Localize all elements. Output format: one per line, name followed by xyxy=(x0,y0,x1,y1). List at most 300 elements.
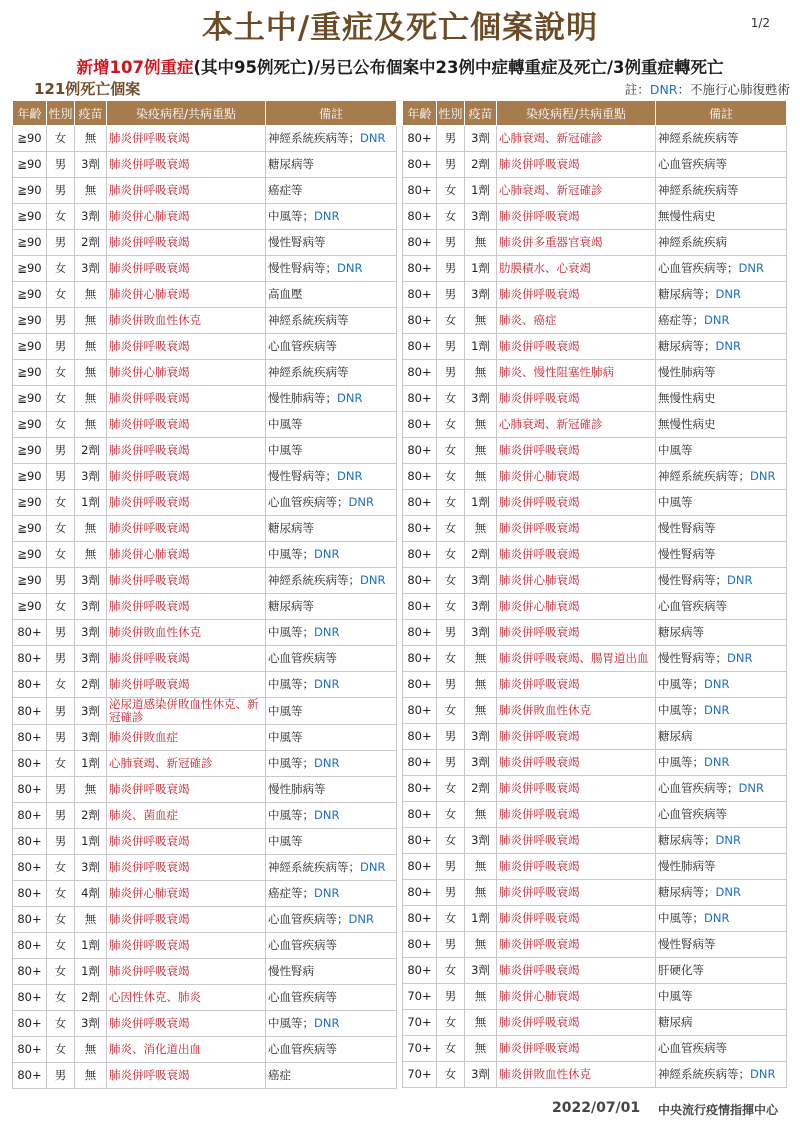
cell-sex: 男 xyxy=(47,803,75,829)
table-row xyxy=(403,672,787,698)
cell-vaccine: 2劑 xyxy=(75,672,107,698)
cell-age: 80+ xyxy=(13,725,47,751)
cell-age: ≧90 xyxy=(13,308,47,334)
cell-sex: 男 xyxy=(437,620,465,646)
cell-remark: 中風等；DNR xyxy=(656,698,787,724)
cases-table-right xyxy=(402,100,787,1088)
cell-vaccine: 2劑 xyxy=(75,803,107,829)
cell-remark xyxy=(656,854,787,880)
remark-text: 心血管疾病等 xyxy=(658,157,727,171)
cell-vaccine: 3劑 xyxy=(465,204,497,230)
cell-vaccine: 無 xyxy=(465,308,497,334)
cell-vaccine: 2劑 xyxy=(465,542,497,568)
table-row xyxy=(13,620,397,646)
remark-text: 心血管疾病等 xyxy=(268,1042,337,1056)
cell-course: 肺炎併呼吸衰竭 xyxy=(497,490,656,516)
dnr-tag: DNR xyxy=(314,756,340,770)
remark-text: 慢性肺病等 xyxy=(658,365,716,379)
deaths-count-heading: 121例死亡個案 xyxy=(34,80,141,98)
cell-sex: 女 xyxy=(437,776,465,802)
cell-sex: 女 xyxy=(47,490,75,516)
cell-sex: 男 xyxy=(437,932,465,958)
table-row xyxy=(403,854,787,880)
table-row xyxy=(13,516,397,542)
cell-vaccine: 3劑 xyxy=(75,698,107,725)
remark-text: 中風等 xyxy=(268,1016,303,1030)
cell-sex: 女 xyxy=(47,386,75,412)
table-row xyxy=(403,698,787,724)
cell-remark xyxy=(656,594,787,620)
remark-text: 慢性腎病等 xyxy=(658,547,716,561)
table-row xyxy=(13,490,397,516)
cell-course: 肺炎併敗血性休克 xyxy=(497,1062,656,1088)
cell-course: 心肺衰竭、新冠確診 xyxy=(497,126,656,152)
table-row xyxy=(403,776,787,802)
cell-course: 肺炎併呼吸衰竭 xyxy=(107,464,266,490)
cell-sex: 女 xyxy=(437,1010,465,1036)
remark-text: 心血管疾病等 xyxy=(268,651,337,665)
dnr-tag: DNR xyxy=(704,313,730,327)
cell-age: 80+ xyxy=(403,516,437,542)
col-header-age: 年齡 xyxy=(13,101,47,126)
remark-text: 慢性腎病等 xyxy=(658,521,716,535)
cell-remark xyxy=(656,178,787,204)
cell-sex: 女 xyxy=(437,412,465,438)
table-row xyxy=(403,568,787,594)
cell-course: 肺炎併心肺衰竭 xyxy=(107,542,266,568)
remark-text: 糖尿病等 xyxy=(658,339,704,353)
remark-text: 糖尿病等 xyxy=(268,599,314,613)
table-row xyxy=(13,725,397,751)
cell-course: 肺炎併呼吸衰竭 xyxy=(497,386,656,412)
cell-age: ≧90 xyxy=(13,230,47,256)
remark-text: 中風等 xyxy=(268,703,303,718)
cell-sex: 女 xyxy=(437,438,465,464)
cell-remark: 中風等；DNR xyxy=(656,906,787,932)
cell-sex: 男 xyxy=(47,230,75,256)
cell-remark: 慢性肺病等；DNR xyxy=(266,386,397,412)
cell-sex: 女 xyxy=(47,1011,75,1037)
remark-text: 糖尿病 xyxy=(658,1015,693,1029)
dnr-tag: DNR xyxy=(704,755,730,769)
cell-course: 肺炎併呼吸衰竭 xyxy=(107,646,266,672)
dnr-note xyxy=(625,82,790,98)
cell-sex: 女 xyxy=(437,464,465,490)
cell-course: 肺炎併呼吸衰竭 xyxy=(107,594,266,620)
cell-vaccine: 無 xyxy=(75,334,107,360)
cell-vaccine: 無 xyxy=(75,1063,107,1089)
cell-vaccine: 無 xyxy=(75,308,107,334)
cell-sex: 女 xyxy=(47,204,75,230)
cell-sex: 女 xyxy=(47,412,75,438)
cell-remark xyxy=(266,698,397,725)
dnr-tag: DNR xyxy=(314,625,340,639)
cell-course: 肺炎併敗血性休克 xyxy=(107,308,266,334)
cell-sex: 男 xyxy=(47,620,75,646)
cell-sex: 男 xyxy=(437,282,465,308)
remark-text: 肝硬化等 xyxy=(658,963,704,977)
dnr-tag: DNR xyxy=(727,573,753,587)
table-row xyxy=(13,1011,397,1037)
table-row xyxy=(13,698,397,725)
cell-course: 肺炎併呼吸衰竭 xyxy=(497,672,656,698)
cell-course: 肺炎併心肺衰竭 xyxy=(497,464,656,490)
cell-remark: 慢性腎病等；DNR xyxy=(656,646,787,672)
cell-remark xyxy=(266,308,397,334)
cell-sex: 男 xyxy=(437,152,465,178)
cell-vaccine: 3劑 xyxy=(465,568,497,594)
table-row xyxy=(403,152,787,178)
cell-vaccine: 3劑 xyxy=(75,204,107,230)
cell-course: 肺炎併呼吸衰竭 xyxy=(107,1011,266,1037)
cell-course: 心肺衰竭、新冠確診 xyxy=(497,412,656,438)
cell-remark: 神經系統疾病等；DNR xyxy=(266,568,397,594)
remark-text: 中風等 xyxy=(268,808,303,822)
cell-sex: 女 xyxy=(437,386,465,412)
page-title: 本土中/重症及死亡個案說明 xyxy=(201,10,599,46)
cell-vaccine: 2劑 xyxy=(75,985,107,1011)
cell-vaccine: 3劑 xyxy=(465,594,497,620)
cell-remark xyxy=(266,1037,397,1063)
cell-remark xyxy=(656,126,787,152)
cell-remark: 癌症等；DNR xyxy=(656,308,787,334)
cell-age: 70+ xyxy=(403,1010,437,1036)
cell-remark xyxy=(266,646,397,672)
cell-vaccine: 無 xyxy=(75,282,107,308)
table-row xyxy=(13,282,397,308)
cell-age: 80+ xyxy=(403,152,437,178)
cell-age: 80+ xyxy=(403,256,437,282)
table-row xyxy=(13,985,397,1011)
cell-age: 80+ xyxy=(403,620,437,646)
cell-course: 肺炎併心肺衰竭 xyxy=(107,282,266,308)
remark-text: 神經系統疾病 xyxy=(658,235,727,249)
remark-text: 癌症 xyxy=(268,1068,291,1082)
cell-remark: 糖尿病等；DNR xyxy=(656,828,787,854)
remark-text: 神經系統疾病等 xyxy=(268,573,349,587)
note-dnr: DNR xyxy=(649,82,678,97)
cell-vaccine: 無 xyxy=(465,802,497,828)
cell-age: ≧90 xyxy=(13,256,47,282)
cell-age: 80+ xyxy=(403,126,437,152)
cell-sex: 女 xyxy=(47,256,75,282)
cell-course: 肺炎併呼吸衰竭 xyxy=(107,334,266,360)
cell-remark xyxy=(656,542,787,568)
cell-course: 肺炎併呼吸衰竭 xyxy=(107,516,266,542)
dnr-tag: DNR xyxy=(750,1067,776,1081)
cell-vaccine: 無 xyxy=(75,178,107,204)
cell-vaccine: 無 xyxy=(465,360,497,386)
cell-age: 70+ xyxy=(403,1036,437,1062)
cell-age: ≧90 xyxy=(13,490,47,516)
dnr-tag: DNR xyxy=(348,912,374,926)
col-header-remark: 備註 xyxy=(656,101,787,126)
cell-remark xyxy=(656,802,787,828)
remark-text: 慢性腎病等 xyxy=(268,261,326,275)
cell-age: ≧90 xyxy=(13,568,47,594)
table-row xyxy=(13,646,397,672)
remark-text: 神經系統疾病等 xyxy=(658,1067,739,1081)
table-row xyxy=(403,958,787,984)
cell-remark: 神經系統疾病等；DNR xyxy=(656,464,787,490)
dnr-tag: DNR xyxy=(715,339,741,353)
cell-age: 80+ xyxy=(13,646,47,672)
publisher-org: 中央流行疫情指揮中心 xyxy=(658,1103,779,1117)
cell-course: 肺炎併呼吸衰竭 xyxy=(107,933,266,959)
table-row xyxy=(403,724,787,750)
cell-age: 80+ xyxy=(403,854,437,880)
cell-course: 肺炎併心肺衰竭 xyxy=(107,881,266,907)
cell-sex: 女 xyxy=(437,906,465,932)
table-row xyxy=(403,334,787,360)
cell-vaccine: 無 xyxy=(465,932,497,958)
table-row xyxy=(403,308,787,334)
cell-age: 80+ xyxy=(403,490,437,516)
cell-remark xyxy=(656,724,787,750)
cell-remark xyxy=(266,1063,397,1089)
cell-vaccine: 1劑 xyxy=(465,906,497,932)
cell-age: 80+ xyxy=(403,178,437,204)
dnr-tag: DNR xyxy=(348,495,374,509)
cell-age: 80+ xyxy=(403,698,437,724)
cell-remark: 神經系統疾病等；DNR xyxy=(266,855,397,881)
cell-sex: 男 xyxy=(437,724,465,750)
table-row xyxy=(13,464,397,490)
cell-vaccine: 3劑 xyxy=(75,464,107,490)
cell-age: 80+ xyxy=(13,1011,47,1037)
cell-sex: 男 xyxy=(47,464,75,490)
remark-text: 中風等 xyxy=(658,989,693,1003)
cell-course: 肺炎併呼吸衰竭 xyxy=(497,880,656,906)
cell-remark xyxy=(266,933,397,959)
remark-text: 心血管疾病等 xyxy=(658,1041,727,1055)
table-row xyxy=(13,777,397,803)
remark-text: 中風等 xyxy=(268,547,303,561)
cell-remark: 中風等；DNR xyxy=(656,672,787,698)
cell-age: 80+ xyxy=(403,282,437,308)
cell-course: 肺炎併呼吸衰竭 xyxy=(107,855,266,881)
cell-sex: 男 xyxy=(437,672,465,698)
dnr-tag: DNR xyxy=(337,469,363,483)
cell-course: 泌尿道感染併敗血性休克、新冠確診 xyxy=(107,698,266,725)
cell-remark xyxy=(656,932,787,958)
dnr-tag: DNR xyxy=(704,703,730,717)
cell-course: 心因性休克、肺炎 xyxy=(107,985,266,1011)
cell-vaccine: 3劑 xyxy=(75,568,107,594)
cell-sex: 女 xyxy=(47,594,75,620)
table-row xyxy=(403,542,787,568)
cell-course: 肺炎、消化道出血 xyxy=(107,1037,266,1063)
cell-age: 80+ xyxy=(403,750,437,776)
table-row xyxy=(13,542,397,568)
cell-remark xyxy=(656,438,787,464)
cell-vaccine: 3劑 xyxy=(465,620,497,646)
cell-remark: 慢性腎病等；DNR xyxy=(656,568,787,594)
table-row xyxy=(13,907,397,933)
table-row xyxy=(13,829,397,855)
table-row xyxy=(403,438,787,464)
cell-remark: 心血管疾病等；DNR xyxy=(266,907,397,933)
cell-remark: 神經系統疾病等；DNR xyxy=(656,1062,787,1088)
cell-course: 肺炎併呼吸衰竭 xyxy=(107,568,266,594)
cell-vaccine: 2劑 xyxy=(465,776,497,802)
table-row xyxy=(403,1036,787,1062)
cell-sex: 男 xyxy=(437,880,465,906)
cell-age: 80+ xyxy=(13,672,47,698)
cell-age: ≧90 xyxy=(13,152,47,178)
cell-course: 肺炎併呼吸衰竭、腸胃道出血 xyxy=(497,646,656,672)
cell-vaccine: 無 xyxy=(75,542,107,568)
table-row xyxy=(13,178,397,204)
cell-sex: 女 xyxy=(47,360,75,386)
cell-sex: 女 xyxy=(47,881,75,907)
cell-sex: 男 xyxy=(437,126,465,152)
cell-remark: 糖尿病等；DNR xyxy=(656,282,787,308)
cell-sex: 女 xyxy=(47,282,75,308)
remark-text: 神經系統疾病等 xyxy=(658,131,739,145)
cell-course: 肺炎併呼吸衰竭 xyxy=(107,386,266,412)
cell-course: 肺炎併呼吸衰竭 xyxy=(107,1063,266,1089)
cell-sex: 男 xyxy=(47,152,75,178)
remark-text: 心血管疾病等 xyxy=(658,807,727,821)
dnr-tag: DNR xyxy=(337,261,363,275)
cell-sex: 男 xyxy=(47,698,75,725)
cell-vaccine: 3劑 xyxy=(75,152,107,178)
table-row xyxy=(403,880,787,906)
cell-remark xyxy=(266,412,397,438)
cell-remark xyxy=(266,152,397,178)
table-row xyxy=(403,750,787,776)
cell-vaccine: 3劑 xyxy=(75,725,107,751)
cell-course: 肺炎併呼吸衰竭 xyxy=(107,230,266,256)
remark-text: 無慢性病史 xyxy=(658,417,716,431)
cell-vaccine: 無 xyxy=(465,1010,497,1036)
cell-vaccine: 無 xyxy=(465,646,497,672)
cell-vaccine: 1劑 xyxy=(465,178,497,204)
page-number: 1/2 xyxy=(750,16,770,30)
cell-remark xyxy=(266,516,397,542)
remark-text: 中風等 xyxy=(268,443,303,457)
cell-remark xyxy=(656,152,787,178)
cell-vaccine: 3劑 xyxy=(75,620,107,646)
cell-sex: 女 xyxy=(47,855,75,881)
cell-remark xyxy=(266,725,397,751)
dnr-tag: DNR xyxy=(750,469,776,483)
cell-vaccine: 1劑 xyxy=(75,933,107,959)
table-row xyxy=(403,178,787,204)
cell-sex: 男 xyxy=(47,438,75,464)
cell-remark xyxy=(656,230,787,256)
remark-text: 中風等 xyxy=(658,495,693,509)
cell-course: 肺炎併呼吸衰竭 xyxy=(107,959,266,985)
cases-table-left xyxy=(12,100,397,1089)
table-row xyxy=(13,1037,397,1063)
cell-vaccine: 1劑 xyxy=(465,334,497,360)
cell-age: 80+ xyxy=(13,777,47,803)
cell-sex: 男 xyxy=(47,568,75,594)
table-row xyxy=(13,152,397,178)
cell-vaccine: 3劑 xyxy=(465,282,497,308)
cell-sex: 女 xyxy=(437,802,465,828)
remark-text: 慢性肺病等 xyxy=(268,391,326,405)
cell-vaccine: 3劑 xyxy=(75,646,107,672)
cell-vaccine: 2劑 xyxy=(75,230,107,256)
cell-vaccine: 無 xyxy=(465,854,497,880)
table-row xyxy=(403,386,787,412)
cell-sex: 女 xyxy=(437,542,465,568)
table-row xyxy=(403,490,787,516)
cell-course: 肺炎併呼吸衰竭 xyxy=(497,152,656,178)
dnr-tag: DNR xyxy=(704,911,730,925)
cell-age: ≧90 xyxy=(13,542,47,568)
cell-sex: 女 xyxy=(437,594,465,620)
cell-sex: 女 xyxy=(437,1062,465,1088)
cell-age: ≧90 xyxy=(13,516,47,542)
cell-course: 肺炎併呼吸衰竭 xyxy=(497,1036,656,1062)
cell-remark xyxy=(656,516,787,542)
cell-remark: 心血管疾病等；DNR xyxy=(656,256,787,282)
cell-age: 80+ xyxy=(403,724,437,750)
cell-course: 肺炎併呼吸衰竭 xyxy=(107,777,266,803)
cell-remark: 心血管疾病等；DNR xyxy=(656,776,787,802)
cell-vaccine: 3劑 xyxy=(465,386,497,412)
cell-age: 80+ xyxy=(403,958,437,984)
cell-vaccine: 1劑 xyxy=(465,490,497,516)
cell-remark xyxy=(266,438,397,464)
cell-vaccine: 無 xyxy=(465,412,497,438)
cell-sex: 女 xyxy=(47,1037,75,1063)
cell-vaccine: 3劑 xyxy=(75,594,107,620)
dnr-tag: DNR xyxy=(314,1016,340,1030)
cell-course: 肺炎、癌症 xyxy=(497,308,656,334)
remark-text: 慢性腎病等 xyxy=(658,573,716,587)
cell-sex: 男 xyxy=(437,360,465,386)
cell-sex: 女 xyxy=(47,933,75,959)
cell-sex: 女 xyxy=(437,698,465,724)
table-row xyxy=(13,594,397,620)
col-header-sex: 性別 xyxy=(47,101,75,126)
subtitle-highlight: 新增107例重症 xyxy=(76,58,194,77)
cell-sex: 男 xyxy=(437,984,465,1010)
cell-sex: 男 xyxy=(437,230,465,256)
cell-sex: 女 xyxy=(47,985,75,1011)
cell-course: 肺炎、菌血症 xyxy=(107,803,266,829)
table-row xyxy=(13,230,397,256)
cell-vaccine: 無 xyxy=(75,516,107,542)
cell-remark: 中風等；DNR xyxy=(266,803,397,829)
cell-age: ≧90 xyxy=(13,386,47,412)
cell-age: 80+ xyxy=(403,386,437,412)
dnr-tag: DNR xyxy=(727,651,753,665)
remark-text: 慢性腎病 xyxy=(268,964,314,978)
remark-text: 糖尿病等 xyxy=(268,157,314,171)
cell-vaccine: 3劑 xyxy=(465,958,497,984)
cell-remark: 中風等；DNR xyxy=(266,204,397,230)
remark-text: 無慢性病史 xyxy=(658,391,716,405)
dnr-tag: DNR xyxy=(715,885,741,899)
cell-age: 80+ xyxy=(403,594,437,620)
cell-age: ≧90 xyxy=(13,438,47,464)
remark-text: 心血管疾病等 xyxy=(268,339,337,353)
cell-age: ≧90 xyxy=(13,126,47,152)
cell-course: 心肺衰竭、新冠確診 xyxy=(107,751,266,777)
table-row xyxy=(403,984,787,1010)
cell-age: 80+ xyxy=(403,542,437,568)
cell-sex: 男 xyxy=(47,725,75,751)
cell-age: 80+ xyxy=(403,438,437,464)
remark-text: 慢性肺病等 xyxy=(658,859,716,873)
cell-age: 80+ xyxy=(403,412,437,438)
